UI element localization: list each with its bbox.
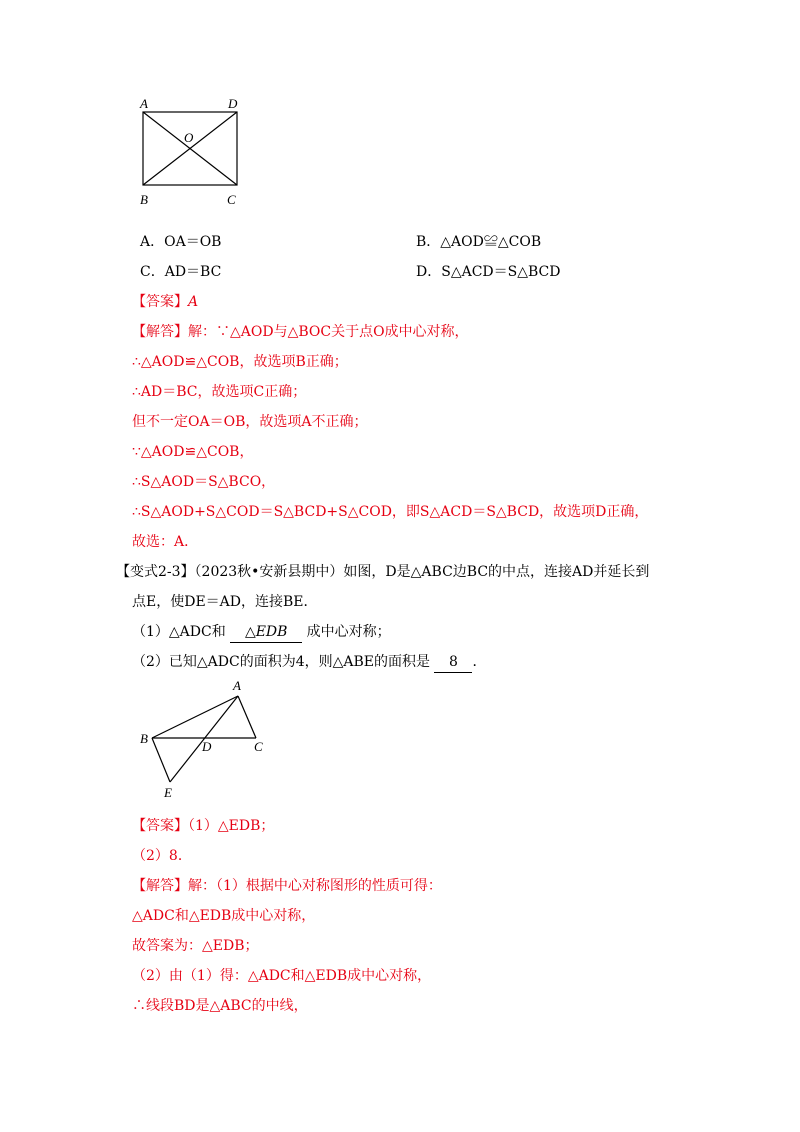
answer-value: （1）△EDB；	[188, 818, 275, 834]
problem-2-question-2	[132, 652, 486, 673]
answer-1	[132, 292, 198, 312]
solution-1-line-4: 但不一定OA＝OB，故选项A不正确；	[132, 414, 368, 430]
triangle-figure	[132, 676, 282, 800]
answer-label: 【答案】	[132, 818, 188, 834]
q1-answer-blank: △EDB	[230, 622, 302, 643]
solution-2-line-1: 【解答】解：（1）根据中心对称图形的性质可得：	[132, 878, 442, 894]
problem-2-line-1: 【变式2-3】（2023秋•安新县期中）如图，D是△ABC边BC的中点，连接AD并延长到	[116, 564, 650, 580]
q2-text-before: （2）已知△ADC的面积为4，则△ABE的面积是	[132, 654, 431, 670]
q2-text-after: ．	[472, 654, 487, 670]
problem-2-line-2: 点E，使DE＝AD，连接BE．	[132, 594, 318, 610]
answer-value: A	[188, 294, 199, 310]
q1-text-before: （1）△ADC和	[132, 624, 226, 640]
label-b: B	[140, 192, 148, 207]
segment-ab	[152, 696, 238, 738]
solution-1-line-5: ∵△AOD≌△COB，	[132, 444, 254, 460]
solution-2-line-5: ∴线段BD是△ABC的中线，	[132, 998, 308, 1014]
option-d: D．S△ACD＝S△BCD	[416, 264, 561, 280]
option-c: C．AD＝BC	[140, 264, 222, 280]
label-b: B	[140, 731, 148, 746]
rectangle-figure	[130, 92, 260, 210]
solution-1-line-8: 故选：A．	[132, 534, 199, 550]
answer-label: 【答案】	[132, 294, 188, 310]
option-b: B．△AOD≌△COB	[416, 234, 542, 250]
solution-1-line-1: 【解答】解：∵△AOD与△BOC关于点O成中心对称，	[132, 324, 469, 340]
label-e: E	[164, 785, 172, 800]
solution-1-line-7: ∴S△AOD+S△COD＝S△BCD+S△COD，即S△ACD＝S△BCD，故选项D正确，	[132, 504, 649, 520]
label-c: C	[254, 739, 263, 754]
solution-2-line-4: （2）由（1）得：△ADC和△EDB成中心对称，	[132, 968, 432, 984]
label-a: A	[140, 96, 148, 111]
solution-1-line-6: ∴S△AOD＝S△BCO，	[132, 474, 276, 490]
label-c: C	[227, 192, 236, 207]
solution-1-line-3: ∴AD＝BC，故选项C正确；	[132, 384, 307, 400]
answer-2-line-1	[132, 816, 274, 836]
segment-be	[152, 738, 170, 782]
label-a: A	[233, 678, 241, 693]
label-d: D	[228, 96, 238, 111]
segment-ac	[238, 696, 256, 738]
problem-2-question-1	[132, 622, 391, 643]
label-o: O	[184, 130, 194, 145]
solution-2-line-2: △ADC和△EDB成中心对称，	[132, 908, 316, 924]
option-a: A．OA＝OB	[140, 234, 222, 250]
label-d: D	[202, 739, 212, 754]
solution-2-line-3: 故答案为：△EDB；	[132, 938, 259, 954]
solution-1-line-2: ∴△AOD≌△COB，故选项B正确；	[132, 354, 348, 370]
q1-text-after: 成中心对称；	[306, 624, 391, 640]
q2-answer-blank: 8	[434, 652, 472, 673]
answer-2-line-2: （2）8．	[132, 848, 192, 864]
